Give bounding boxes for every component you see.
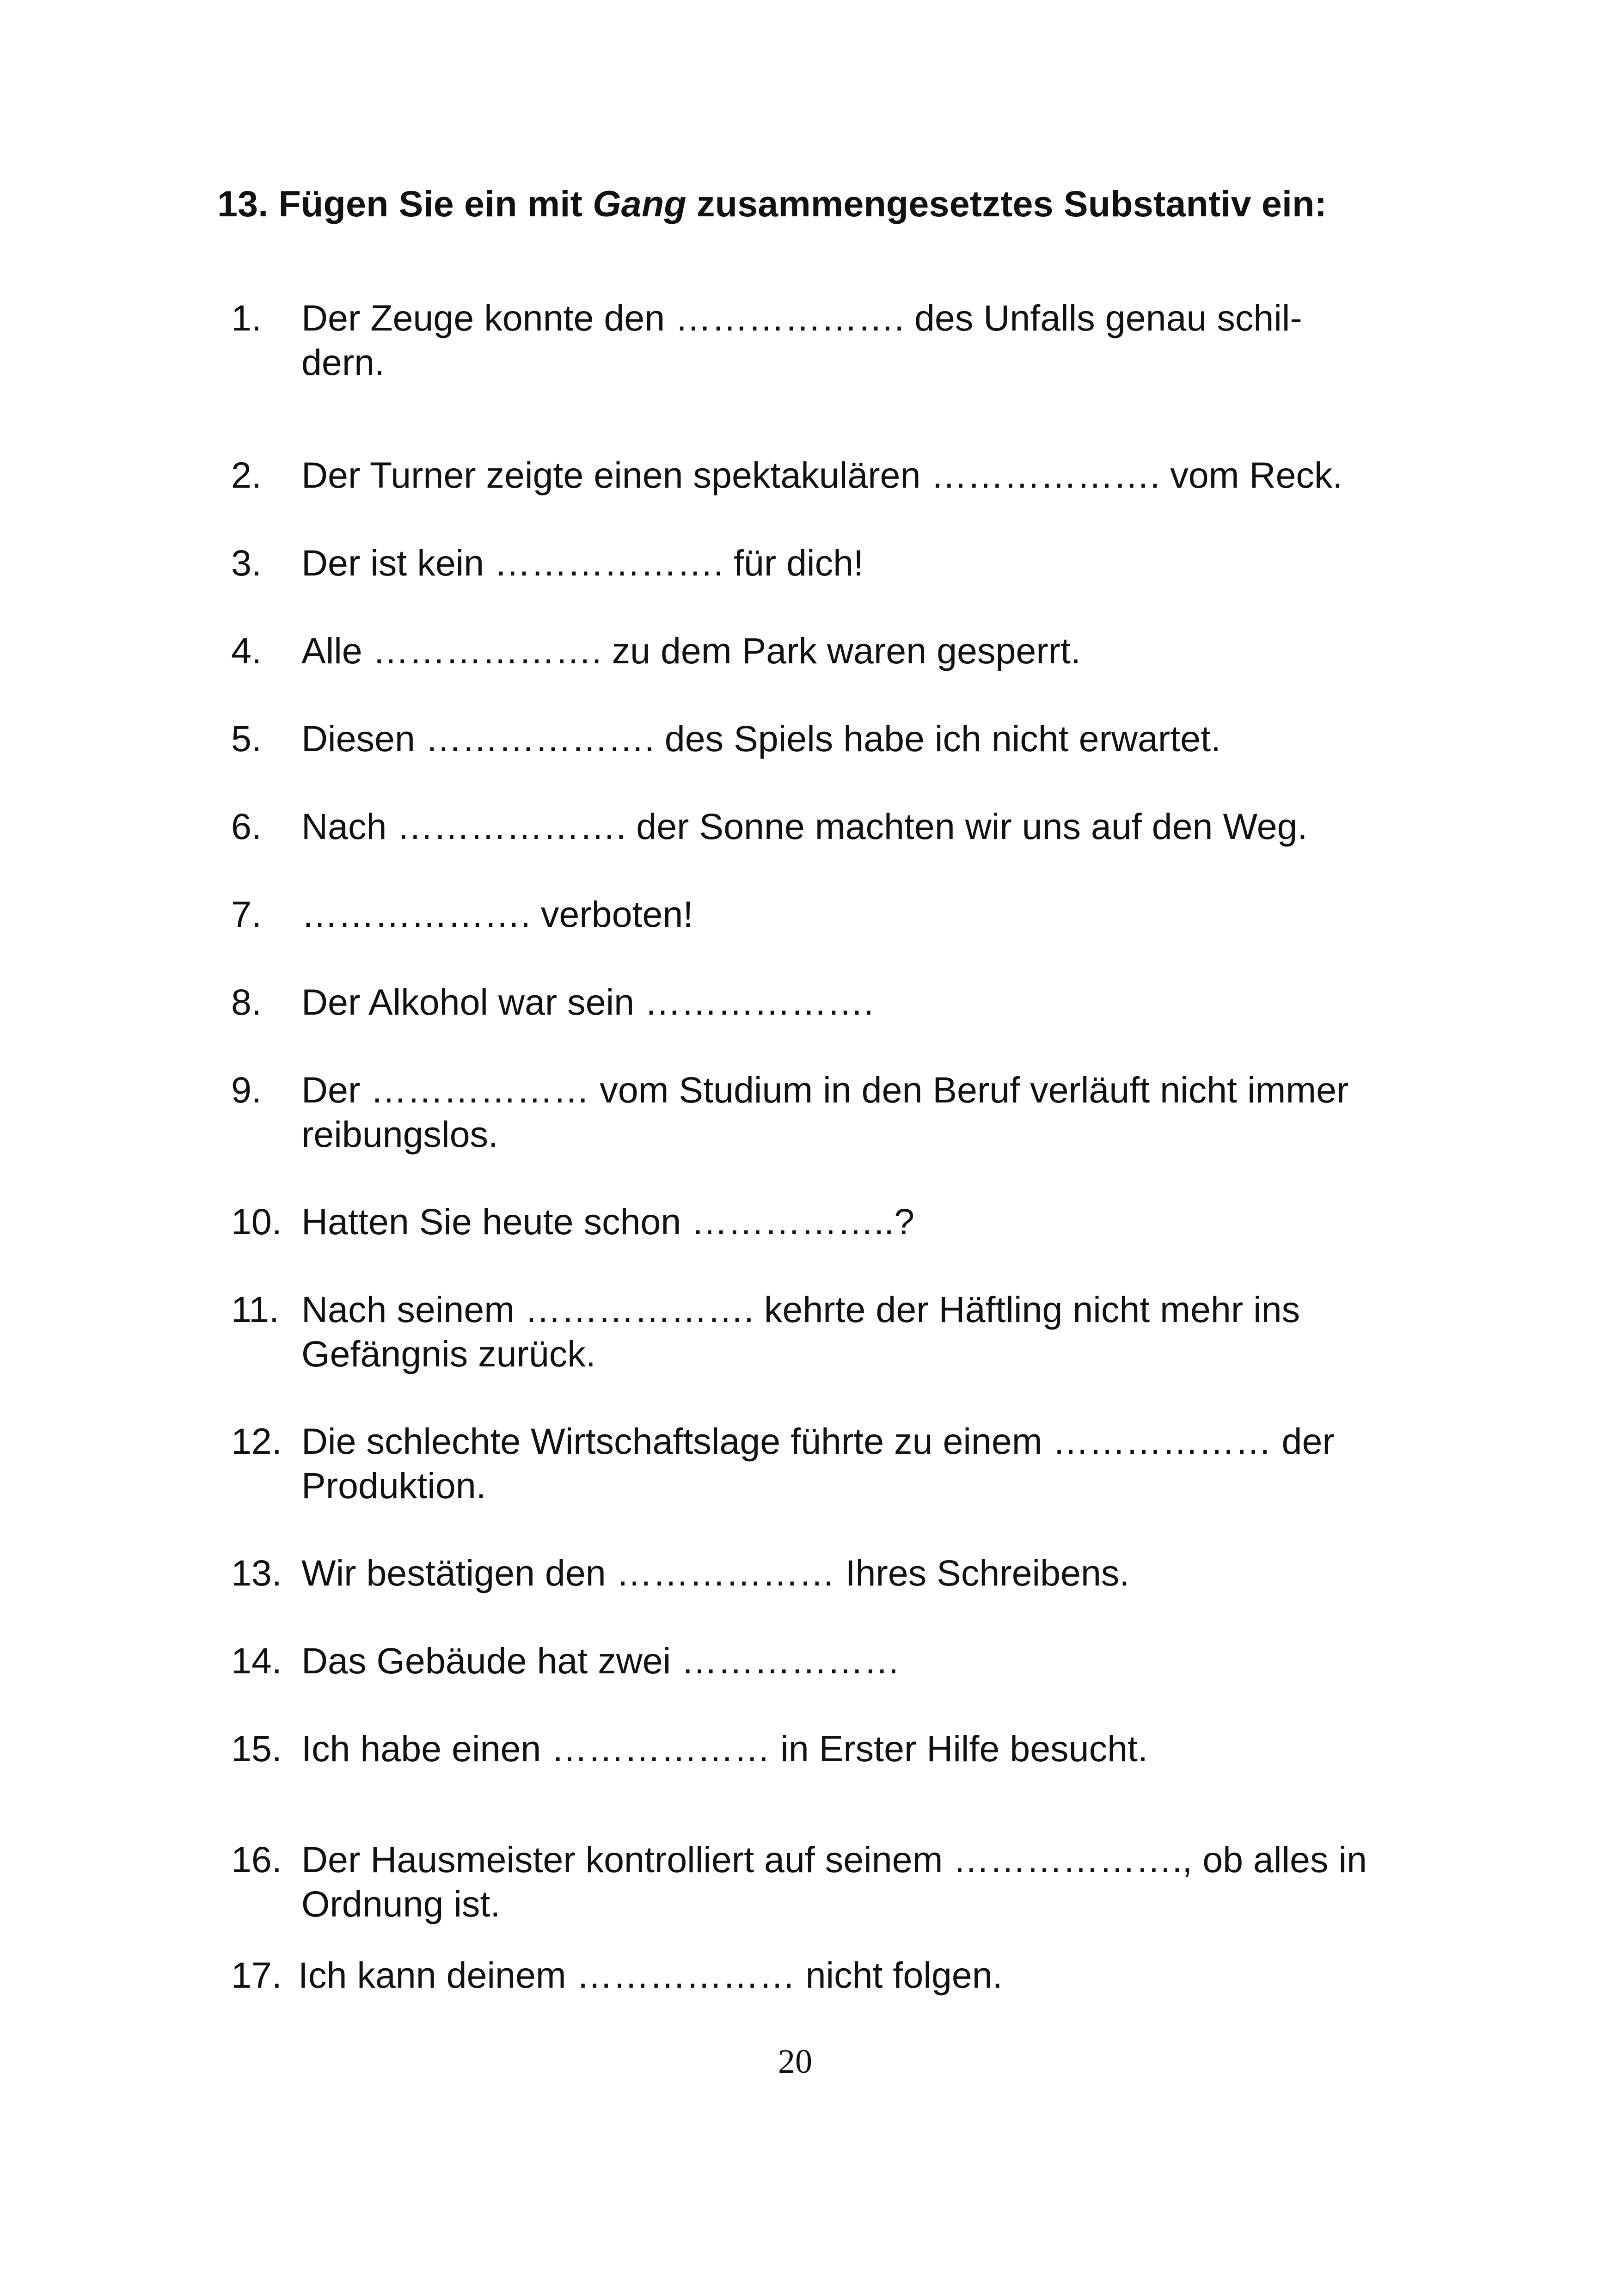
item-number: 10. [231, 1201, 282, 1242]
item-text: Nach ………………. der Sonne machten wir uns auf den Weg. [301, 806, 1308, 847]
item-text: Ich kann deinem ……………… nicht folgen. [298, 1954, 1003, 1996]
item-number: 12. [231, 1420, 282, 1462]
item-text: Alle ………………. zu dem Park waren gesperrt. [301, 630, 1081, 671]
item-number: 4. [231, 630, 262, 671]
item-text: Nach seinem ………………. kehrte der Häftling nicht mehr ins Gefängnis zurück. [301, 1289, 1300, 1374]
item-text: Die schlechte Wirtschaftslage führte zu einem ……………… der Produktion. [301, 1420, 1335, 1506]
heading-emphasis: Gang [593, 183, 686, 224]
item-text: Diesen ………………. des Spiels habe ich nicht erwartet. [301, 718, 1221, 759]
item-number: 14. [231, 1640, 282, 1681]
item-text: Das Gebäude hat zwei ……………… [301, 1640, 901, 1681]
item-number: 11. [231, 1289, 279, 1330]
item-text: Der ……………… vom Studium in den Beruf verläuft nicht immer reibungslos. [301, 1069, 1349, 1155]
item-number: 16. [231, 1839, 282, 1880]
item-text: Der Zeuge konnte den ………………. des Unfalls genau schil-dern. [301, 297, 1302, 383]
exercise-heading [217, 183, 1327, 225]
item-text: Ich habe einen ……………… in Erster Hilfe besucht. [301, 1728, 1148, 1769]
item-text: ………………. verboten! [301, 894, 693, 935]
item-number: 9. [231, 1069, 262, 1110]
item-number: 8. [231, 981, 262, 1022]
heading-suffix: zusammengesetztes Substantiv ein: [686, 183, 1327, 224]
heading-prefix: 13. Fügen Sie ein mit [217, 183, 593, 224]
item-text: Der Alkohol war sein ………………. [301, 981, 874, 1022]
page-number: 20 [778, 2043, 812, 2081]
item-text: Wir bestätigen den ……………… Ihres Schreibens. [301, 1552, 1130, 1593]
item-number: 2. [231, 454, 262, 496]
item-number: 13. [231, 1552, 282, 1593]
item-number: 6. [231, 806, 262, 847]
item-number: 15. [231, 1728, 282, 1769]
item-text: Hatten Sie heute schon ……………..? [301, 1201, 915, 1242]
item-number: 1. [231, 297, 262, 338]
item-text: Der Hausmeister kontrolliert auf seinem ………………., ob alles in Ordnung ist. [301, 1839, 1367, 1924]
item-number: 5. [231, 718, 262, 759]
item-number: 7. [231, 894, 262, 935]
item-text: Der Turner zeigte einen spektakulären ………………. vom Reck. [301, 454, 1343, 496]
item-number: 17. [231, 1954, 282, 1996]
item-number: 3. [231, 542, 262, 583]
item-text: Der ist kein ………………. für dich! [301, 542, 864, 583]
